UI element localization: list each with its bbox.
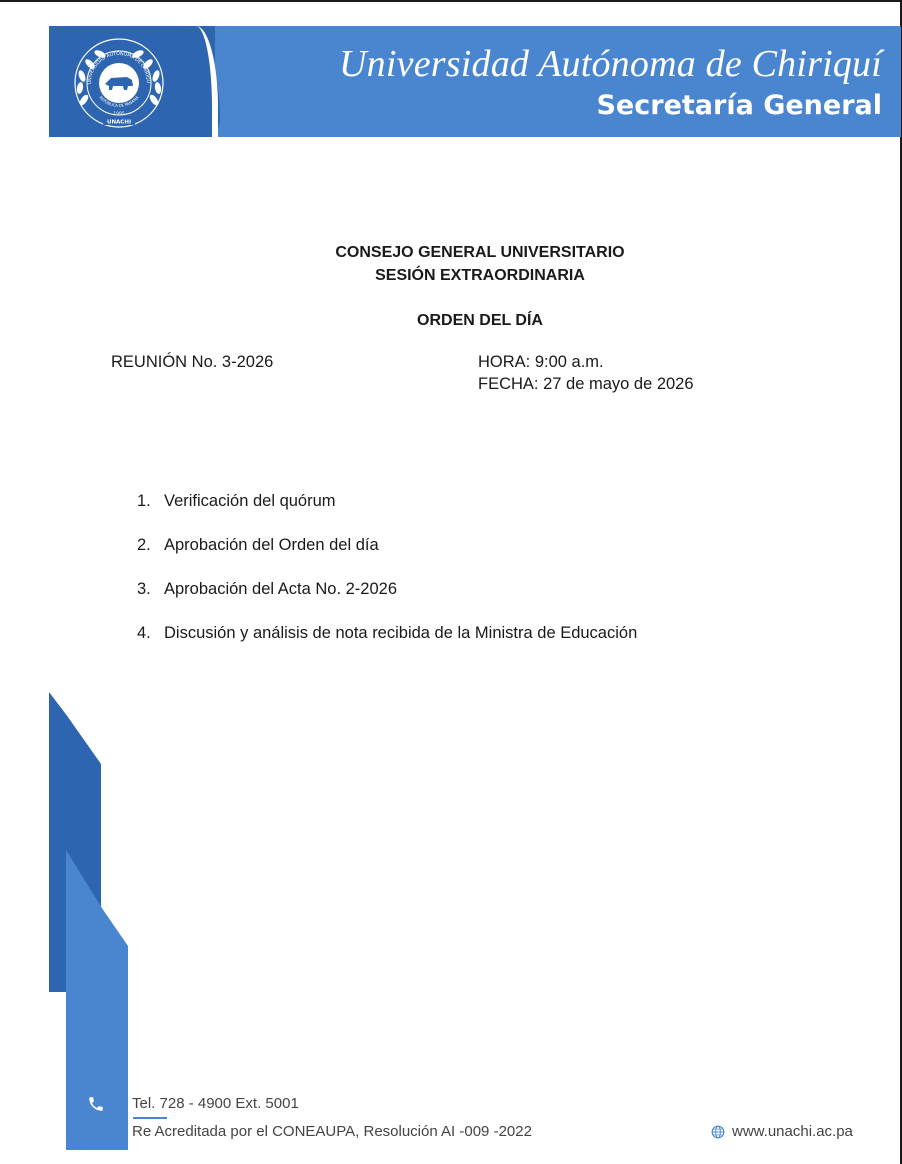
seal-acronym: UNACHI	[106, 119, 132, 126]
meeting-date: FECHA: 27 de mayo de 2026	[478, 375, 694, 393]
agenda-item-text: Verificación del quórum	[164, 492, 336, 510]
agenda-item-text: Aprobación del Orden del día	[164, 536, 379, 554]
seal-text-top: UNIVERSIDAD AUTÓNOMA DE CHIRIQU	[87, 51, 151, 85]
agenda-item-number: 4.	[137, 624, 151, 642]
globe-icon	[711, 1125, 725, 1139]
agenda-heading: ORDEN DEL DÍA	[417, 312, 543, 329]
footer-telephone: Tel. 728 - 4900 Ext. 5001	[132, 1095, 299, 1112]
council-title: CONSEJO GENERAL UNIVERSITARIO	[335, 244, 625, 261]
top-border-line	[0, 0, 902, 2]
meeting-number: REUNIÓN No. 3-2026	[111, 353, 274, 371]
university-name: Universidad Autónoma de Chiriquí	[339, 43, 882, 85]
agenda-item-text: Aprobación del Acta No. 2-2026	[164, 580, 397, 598]
agenda-item-number: 3.	[137, 580, 151, 598]
seal-year: 1995	[113, 112, 125, 117]
footer-accreditation: Re Acreditada por el CONEAUPA, Resolución AI -009 -2022	[132, 1123, 532, 1140]
agenda-item	[137, 492, 637, 536]
agenda-list	[137, 492, 637, 668]
footer-website	[711, 1123, 853, 1140]
seal-text-bottom: REPÚBLICA DE PANAMÁ	[98, 94, 140, 108]
session-title: SESIÓN EXTRAORDINARIA	[375, 267, 585, 284]
agenda-item	[137, 536, 637, 580]
phone-icon	[82, 1090, 110, 1118]
agenda-item	[137, 580, 637, 624]
agenda-item-number: 1.	[137, 492, 151, 510]
agenda-item-number: 2.	[137, 536, 151, 554]
meeting-time: HORA: 9:00 a.m.	[478, 353, 604, 371]
agenda-item-text: Discusión y análisis de nota recibida de la Ministra de Educación	[164, 624, 638, 642]
footer-accent-line	[133, 1117, 167, 1119]
website-url[interactable]: www.unachi.ac.pa	[732, 1123, 853, 1140]
agenda-item	[137, 624, 637, 668]
university-seal-icon	[72, 36, 166, 130]
department-name: Secretaría General	[596, 90, 882, 121]
